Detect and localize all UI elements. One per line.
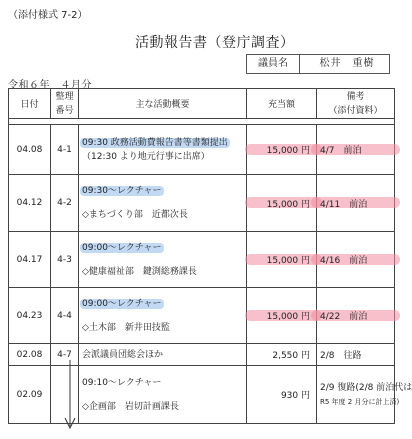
row-remarks [317,232,395,288]
remarks-line: 2/9 復路(2/8 前泊代は [320,382,412,393]
header-number-line2: 番号 [55,105,74,116]
report-period: 令和６年 ４月分 [8,80,92,91]
row-number: 4-1 [51,125,79,175]
row-date: 02.09 [9,366,51,424]
down-arrow-icon [64,360,76,430]
row-summary [79,366,247,424]
row-summary [79,232,247,288]
row-date: 04.12 [9,175,51,232]
table-row [9,125,395,175]
summary-line: ◇まちづくり部 近都次長 [82,210,188,220]
header-remarks-line1: 備考 [346,91,365,102]
row-number: 4-4 [51,288,79,344]
row-amount [247,288,317,344]
header-number-line1: 整理 [55,91,74,102]
remarks-text: 4/11 前泊 [320,199,368,210]
summary-line: （12:30 より地元行事に出席） [82,151,210,162]
table-row [9,232,395,288]
summary-line [82,241,243,255]
amount-text: 15,000 円 [266,199,310,210]
row-remarks [317,366,412,424]
remarks-line: R5 年度 2 月分に計上済) [320,397,400,406]
row-summary [79,125,247,175]
summary-text: 09:30 政務活動費報告書等書類提出 [82,137,228,148]
row-number: 4-7 [51,344,79,366]
table-row [9,288,395,344]
councilor-name: 松井 重樹 [319,58,375,69]
header-date: 日付 [9,89,51,119]
header-amount: 充当額 [247,89,317,119]
row-amount: 2,550 円 [247,344,317,366]
summary-line [82,297,243,311]
row-amount [247,125,317,175]
form-code: （添付様式 7-2） [8,10,88,21]
table-row [9,175,395,232]
row-date: 02.08 [9,344,51,366]
summary-text: 09:30～レクチャー [82,186,162,196]
summary-line: ◇企画部 岩切計画課長 [82,401,179,412]
summary-line [82,136,243,150]
row-date: 04.23 [9,288,51,344]
remarks-text: 4/16 前泊 [320,256,368,266]
remarks-text: 4/22 前泊 [320,312,368,322]
summary-line: 会派議員団総会ほか [82,349,164,360]
summary-line: ◇土木部 新井田技監 [82,322,170,333]
row-summary [79,344,247,366]
row-remarks [317,288,395,344]
row-date: 04.08 [9,125,51,175]
table-header-row [9,89,395,119]
header-remarks-line2: （添付資料） [328,105,383,116]
amount-text: 15,000 円 [266,256,310,266]
amount-text: 15,000 円 [266,312,310,322]
row-remarks [317,175,395,232]
row-remarks: 2/8 往路 [317,344,395,366]
header-number [51,89,79,119]
councilor-label: 議員名 [247,55,300,73]
summary-line: 09:10～レクチャー [82,377,162,388]
row-amount [247,175,317,232]
councilor-name-box [246,54,390,74]
summary-text: 09:00～レクチャー [82,298,162,309]
row-number: 4-3 [51,232,79,288]
row-amount [247,232,317,288]
row-remarks [317,125,395,175]
row-number: 4-2 [51,175,79,232]
header-remarks [317,89,395,119]
summary-text: 09:00～レクチャー [82,242,162,253]
remarks-text: 4/7 前泊 [320,146,362,156]
header-summary: 主な活動概要 [79,89,247,119]
summary-line [82,184,243,198]
row-summary [79,288,247,344]
row-date: 04.17 [9,232,51,288]
row-amount: 930 円 [247,366,317,424]
page-title: 活動報告書（登庁調査） [135,35,295,51]
row-summary [79,175,247,232]
amount-text: 15,000 円 [266,146,310,156]
summary-line: ◇健康福祉部 鍵渕総務課長 [82,266,197,277]
